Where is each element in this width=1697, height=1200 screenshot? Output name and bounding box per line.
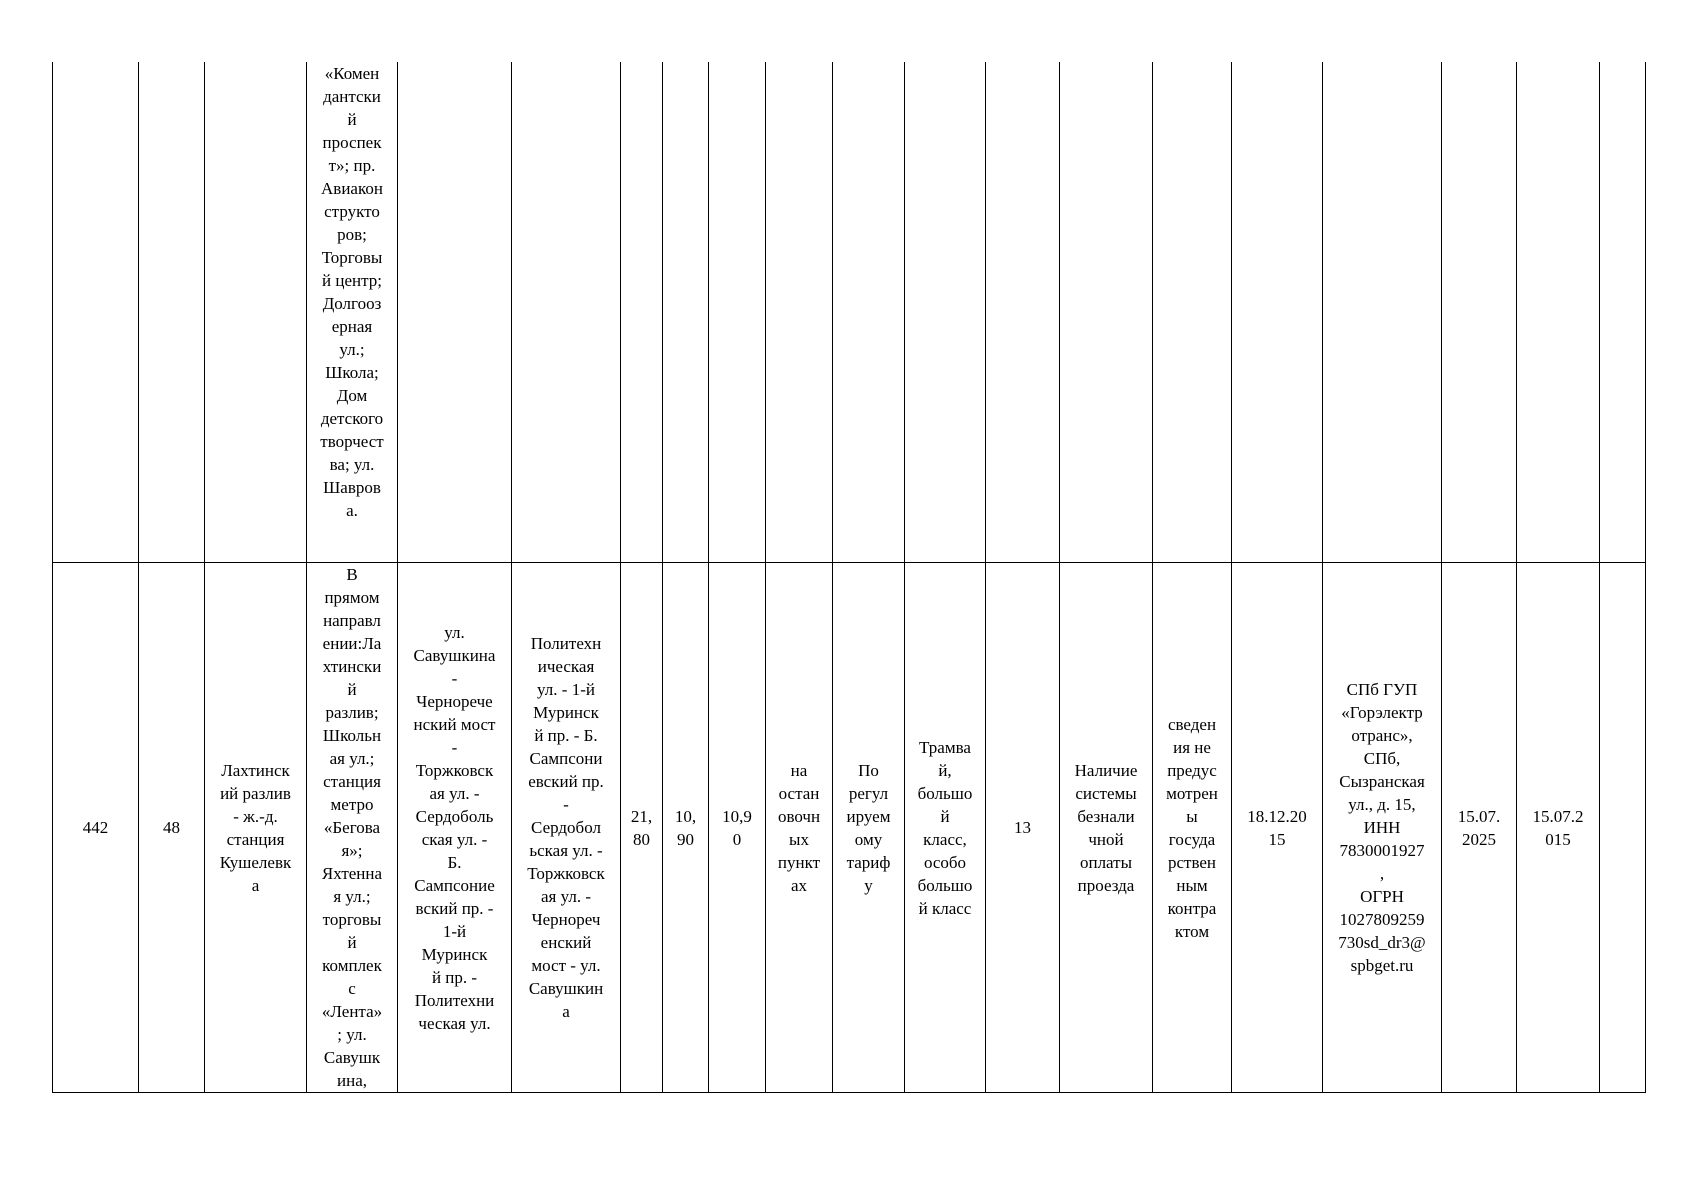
cell-route-name [205, 62, 307, 563]
cell-extra [1600, 62, 1646, 563]
cell-start-date [1232, 62, 1323, 563]
cell-text-line: Муринск [533, 703, 599, 722]
cell-text-line: По [858, 760, 879, 780]
cell-text-line: рствен [1167, 852, 1217, 872]
cell-length-total [621, 563, 663, 1093]
cell-text-line: 10,9 [722, 806, 752, 826]
cell-text-line: контра [1167, 898, 1217, 918]
cell-text-line: Наличие [1074, 760, 1138, 780]
cell-text-line: 10, [674, 806, 697, 826]
cell-text-line: класс, [923, 829, 967, 849]
cell-text-line: Кушелевк [219, 852, 292, 872]
cell-text-line: метро [330, 795, 374, 814]
cell-text-line: Муринск [421, 944, 488, 964]
cell-stops [307, 563, 398, 1093]
cell-contract [1153, 563, 1232, 1093]
cell-text-line: - ж.-д. [233, 806, 278, 826]
cell-text-line: пункт [777, 852, 821, 872]
cell-text-line: нский мост [413, 714, 496, 734]
cell-length-forward [663, 563, 709, 1093]
cell-text-line: ическая [537, 657, 595, 676]
cell-text-line: тариф [846, 852, 891, 872]
cell-text-line: ным [1176, 875, 1208, 895]
cell-text-line: 80 [633, 829, 650, 849]
cell-text-line: дантски [323, 87, 381, 106]
cell-streets-forward [398, 563, 512, 1093]
cell-text-line: й центр; [322, 271, 382, 290]
cell-text-line: Сердобол [531, 818, 601, 837]
cell-text-line: Долгооз [322, 294, 382, 313]
cell-text-line: Торжковск [527, 864, 605, 883]
cell-text-line: вский пр. - [415, 898, 494, 918]
cell-text-line: Яхтенна [321, 864, 383, 883]
cell-text-line: с [348, 979, 356, 998]
cell-text-line: ая ул. - [429, 783, 480, 803]
cell-text-line: большо [917, 783, 973, 803]
cell-text-line: мотрен [1166, 783, 1218, 803]
cell-text-line: комплек [322, 956, 382, 975]
cell-text-line: ьская ул. - [529, 841, 603, 860]
cell-text-line: особо [923, 852, 967, 872]
cell-text-line: мост - ул. [531, 956, 601, 975]
cell-text-line: Школьн [322, 726, 382, 745]
cell-text-line: творчест [320, 432, 384, 451]
cell-reg-no [53, 62, 139, 563]
cell-vehicle-class [905, 563, 986, 1093]
cell-text-line: торговы [322, 910, 382, 929]
table-row [53, 563, 1646, 1093]
cell-text-line: 15.07. [1457, 806, 1501, 826]
cell-text-line: Черноречe [416, 691, 493, 711]
cell-text-line: станция [226, 829, 285, 849]
cell-text-line: ому [854, 829, 883, 849]
cell-text-line: ОГРН [1360, 887, 1404, 906]
cell-text-line: сведен [1167, 714, 1217, 734]
cell-text-line: 015 [1545, 829, 1571, 849]
cell-text-line: «Горэлектр [1341, 703, 1423, 722]
cell-text-line: ктом [1174, 921, 1210, 941]
cell-tariff [833, 62, 905, 563]
cell-text-line: СПб, [1363, 749, 1401, 768]
cell-text-line: й [347, 110, 357, 129]
cell-text-line: чной [1088, 829, 1124, 849]
cell-text-line: Лахтинск [221, 760, 290, 780]
cell-length-backward [709, 62, 766, 563]
cell-route-no: 48 [139, 563, 205, 1093]
cell-text-line: «Лента» [321, 1002, 383, 1021]
cell-text-line: структо [324, 202, 380, 221]
cell-tariff [833, 563, 905, 1093]
cell-text-line: ; ул. [337, 1025, 367, 1044]
cell-text-line: ров; [337, 225, 367, 244]
cell-text-line: госуда [1168, 829, 1216, 849]
cell-text-line: Торжковск [415, 760, 494, 780]
cell-text-line: ул.; [339, 340, 365, 359]
cell-text-line: овочн [777, 806, 821, 826]
cell-text-line: ы [1186, 806, 1198, 826]
cell-text-line: - [451, 668, 458, 688]
cell-text-line: 15 [1268, 829, 1286, 849]
cell-text-line: й пр. - [431, 967, 478, 987]
cell-text-line: Дом [336, 386, 368, 405]
cell-text-line: оплаты [1079, 852, 1133, 872]
cell-text-line: проспек [322, 133, 382, 152]
cell-carrier [1323, 62, 1442, 563]
cell-streets-forward [398, 62, 512, 563]
cell-text-line: а. [346, 501, 358, 520]
cell-text-line: а [562, 1002, 570, 1021]
cell-text-line: ах [790, 875, 808, 895]
cell-text-line: Политехни [414, 990, 495, 1010]
cell-text-line: 730sd_dr3@ [1338, 933, 1426, 952]
cell-text-line: разлив; [325, 703, 379, 722]
cell-text-line: прямом [324, 588, 380, 607]
cell-text-line: Савушк [323, 1048, 381, 1067]
cell-text-line: й пр. - Б. [534, 726, 598, 745]
cell-text-line: , [1379, 864, 1385, 883]
cell-text-line: направл [323, 611, 381, 630]
cell-text-line: ий разлив [220, 783, 291, 803]
cell-vehicle-class [905, 62, 986, 563]
cell-text-line: т»; пр. [328, 156, 376, 175]
cell-text-line: ул. [444, 622, 465, 642]
cell-text-line: 21, [630, 806, 653, 826]
cell-text-line: 18.12.20 [1247, 806, 1307, 826]
cell-text-line: безнали [1077, 806, 1135, 826]
cell-text-line: ина, [337, 1071, 367, 1090]
cell-text-line: Шавров [323, 478, 381, 497]
cell-text-line: ва; ул. [329, 455, 375, 474]
cell-text-line: «Комен [324, 64, 380, 83]
cell-text-line: я ул.; [333, 887, 371, 906]
cell-extra [1600, 563, 1646, 1093]
cell-text-line: у [864, 875, 873, 895]
cell-text-line: - [451, 737, 458, 757]
cell-text-line: «Бегова [323, 818, 381, 837]
cell-text-line: отранс», [1351, 726, 1413, 745]
cell-text-line: 2025 [1462, 829, 1496, 849]
cell-text-line: ИНН [1363, 818, 1401, 837]
cell-reg-no: 442 [53, 563, 139, 1093]
cell-text-line: ая ул.; [329, 749, 375, 768]
cell-date-2 [1442, 62, 1517, 563]
cell-text-line: Савушкина [413, 645, 496, 665]
table-row [53, 62, 1646, 563]
cell-text-line: 0 [732, 829, 742, 849]
cell-text-line: СПб ГУП [1346, 680, 1418, 699]
cell-text-line: й, [938, 760, 952, 780]
cell-text-line: ая ул. - [540, 887, 591, 906]
cell-payment [1060, 563, 1153, 1093]
cell-text-line: я»; [341, 841, 363, 860]
cell-carrier [1323, 563, 1442, 1093]
cell-text-line: ческая ул. [418, 1013, 491, 1033]
cell-start-date [1232, 563, 1323, 1093]
cell-date-3 [1517, 563, 1600, 1093]
cell-text-line: хтински [322, 657, 382, 676]
cell-text-line: Сампсони [529, 749, 603, 768]
cell-text-line: ская ул. - [421, 829, 488, 849]
cell-text-line: остан [778, 783, 820, 803]
cell-text-line: ул., д. 15, [1348, 795, 1416, 814]
cell-stops [307, 62, 398, 563]
cell-date-3 [1517, 62, 1600, 563]
cell-text-line: й [347, 680, 357, 699]
cell-text-line: Сызранская [1339, 772, 1425, 791]
cell-length-forward [663, 62, 709, 563]
cell-streets-backward [512, 563, 621, 1093]
cell-text-line: ул. - 1-й [537, 680, 595, 699]
cell-text-line: евский пр. [528, 772, 604, 791]
cell-text-line: детского [320, 409, 384, 428]
cell-text-line: spbget.ru [1350, 956, 1414, 975]
cell-text-line: й [940, 806, 950, 826]
cell-length-total [621, 62, 663, 563]
cell-text-line: 90 [677, 829, 694, 849]
cell-text-line: Чернореч [531, 910, 601, 929]
cell-streets-backward [512, 62, 621, 563]
cell-text-line: Школа; [325, 363, 379, 382]
route-register-table [52, 62, 1646, 1093]
cell-text-line: 15.07.2 [1532, 806, 1584, 826]
cell-text-line: й класс [918, 898, 972, 918]
cell-text-line: ерная [331, 317, 373, 336]
cell-text-line: ении:Ла [322, 634, 382, 653]
cell-text-line: большо [917, 875, 973, 895]
cell-text-line: Трамва [919, 737, 971, 757]
cell-text-line: предус [1167, 760, 1217, 780]
cell-text-line: - [563, 795, 569, 814]
cell-text-line: станция [323, 772, 381, 791]
cell-contract [1153, 62, 1232, 563]
cell-text-line: ых [789, 829, 809, 849]
cell-text-line: Торговы [321, 248, 383, 267]
cell-text-line: ия не [1173, 737, 1211, 757]
cell-text-line: проезда [1077, 875, 1135, 895]
cell-vehicle-count: 13 [986, 563, 1060, 1093]
cell-length-backward [709, 563, 766, 1093]
cell-text-line: ируем [846, 806, 891, 826]
cell-route-no [139, 62, 205, 563]
cell-text-line: В [346, 565, 358, 584]
cell-text-line: Б. [447, 852, 462, 872]
cell-text-line: а [251, 875, 260, 895]
cell-text-line: Сердоболь [415, 806, 494, 826]
cell-date-2 [1442, 563, 1517, 1093]
cell-text-line: енский [540, 933, 592, 952]
cell-vehicle-count [986, 62, 1060, 563]
cell-text-line: Политехн [530, 634, 602, 653]
cell-text-line: на [790, 760, 808, 780]
cell-payment [1060, 62, 1153, 563]
cell-text-line: Сампсоние [414, 875, 495, 895]
cell-text-line: Савушкин [528, 979, 604, 998]
cell-stop-order [766, 62, 833, 563]
cell-stop-order [766, 563, 833, 1093]
cell-text-line: й [347, 933, 357, 952]
cell-text-line: 1-й [442, 921, 467, 941]
cell-text-line: Авиакон [321, 179, 383, 198]
cell-route-name [205, 563, 307, 1093]
cell-text-line: 7830001927 [1339, 841, 1425, 860]
cell-text-line: 1027809259 [1339, 910, 1425, 929]
cell-text-line: регул [848, 783, 889, 803]
cell-text-line: системы [1075, 783, 1137, 803]
